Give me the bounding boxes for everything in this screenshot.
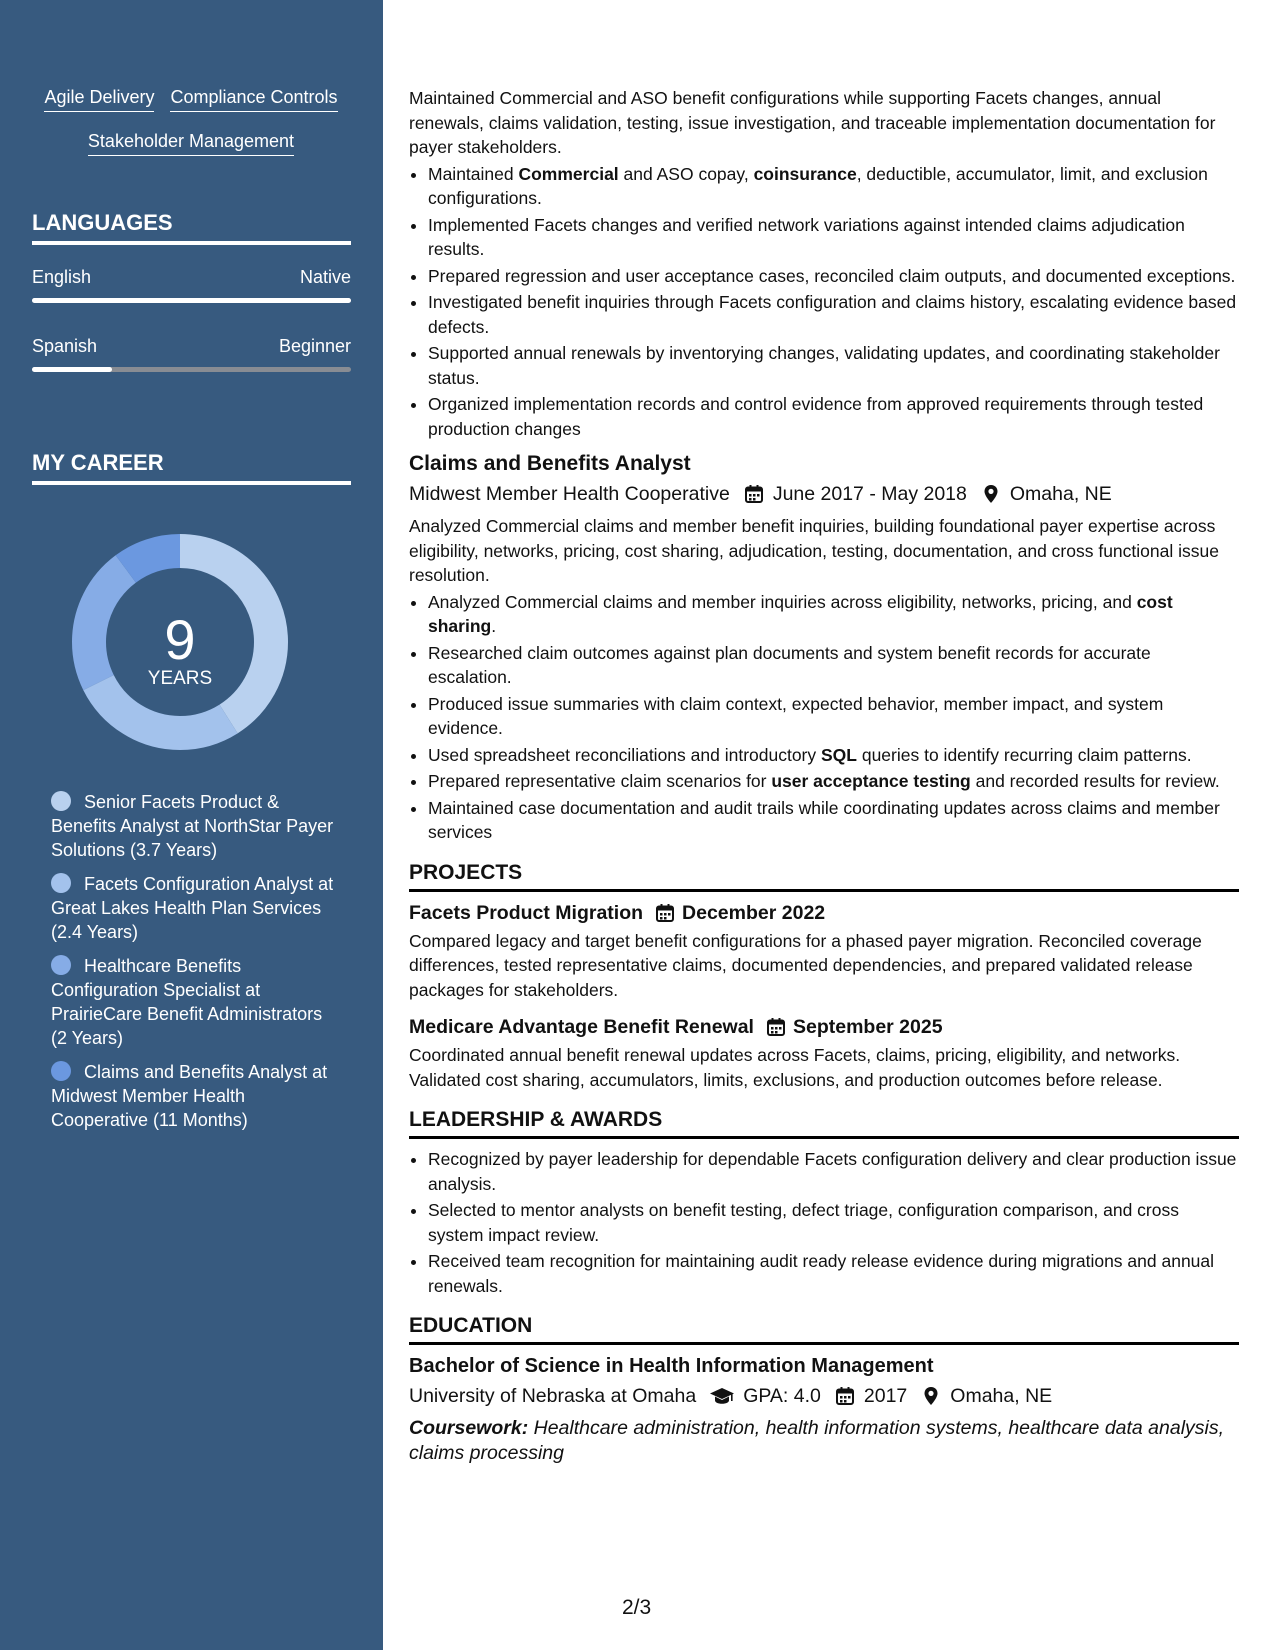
main-content	[409, 0, 1239, 1650]
bullet-item: • Analyzed Commercial claims and member inquiries across eligibility, networks, pricing, and cost sharing.	[428, 590, 1239, 639]
career-item-text: Facets Configuration Analyst at Great Lakes Health Plan Services (2.4 Years)	[51, 874, 334, 942]
career-unit: YEARS	[147, 668, 213, 689]
project-item	[409, 900, 1239, 1003]
career-list	[51, 790, 341, 1142]
language-spanish	[32, 335, 351, 372]
coursework	[409, 1416, 1239, 1465]
bullet-item: • Organized implementation records and control evidence from approved requirements through tested production changes	[428, 392, 1239, 441]
career-total-years: 9	[164, 608, 196, 671]
bullet-item: • Supported annual renewals by inventorying changes, validating updates, and coordinating stakeholder status.	[428, 341, 1239, 390]
career-item	[51, 1060, 341, 1132]
calendar-icon	[744, 484, 764, 504]
education-heading: EDUCATION	[409, 1312, 1239, 1345]
job-bullets	[409, 590, 1239, 845]
bullet-item: • Researched claim outcomes against plan documents and system benefit records for accurate escalation.	[428, 641, 1239, 690]
career-item	[51, 872, 341, 944]
career-item	[51, 790, 341, 862]
bullet-item: • Prepared regression and user acceptance cases, reconciled claim outputs, and documented exceptions.	[428, 264, 1239, 289]
awards-heading: LEADERSHIP & AWARDS	[409, 1106, 1239, 1139]
award-item: • Recognized by payer leadership for dependable Facets configuration delivery and clear production issue analysis.	[428, 1147, 1239, 1196]
job-location: Omaha, NE	[1009, 483, 1112, 505]
skills-list	[32, 86, 350, 174]
bullet-item: • Implemented Facets changes and verified network variations against intended claims adjudication results.	[428, 213, 1239, 262]
bullet-item: • Maintained Commercial and ASO copay, coinsurance, deductible, accumulator, limit, and exclusion configurations.	[428, 162, 1239, 211]
education-meta	[409, 1383, 1239, 1409]
language-bar	[32, 367, 351, 372]
company-name: Midwest Member Health Cooperative	[409, 483, 730, 505]
school-name: University of Nebraska at Omaha	[409, 1385, 697, 1407]
project-item	[409, 1014, 1239, 1092]
calendar-icon	[655, 903, 675, 923]
map-pin-icon	[981, 484, 1001, 504]
skill-tag: Agile Delivery	[44, 86, 154, 112]
legend-dot	[51, 955, 71, 975]
languages-heading: LANGUAGES	[32, 210, 351, 245]
job-summary: Analyzed Commercial claims and member benefit inquiries, building foundational payer expertise across eligibility, networks, pricing, cost sharing, adjudication, testing, documentation, and cross functional issue resolution.	[409, 516, 1219, 585]
award-item: • Selected to mentor analysts on benefit testing, defect triage, configuration comparison, and cross system impact review.	[428, 1198, 1239, 1247]
legend-dot	[51, 1061, 71, 1081]
coursework-label: Coursework:	[409, 1417, 529, 1439]
project-description: Coordinated annual benefit renewal updates across Facets, claims, pricing, eligibility, and networks. Validated cost sharing, accumulators, limits, exclusions, and production outcomes before release.	[409, 1045, 1181, 1090]
job-title: Claims and Benefits Analyst	[409, 452, 691, 475]
language-english	[32, 266, 351, 303]
career-item-text: Senior Facets Product & Benefits Analyst at NorthStar Payer Solutions (3.7 Years)	[51, 792, 334, 860]
awards-list	[409, 1147, 1239, 1298]
job-summary: Maintained Commercial and ASO benefit configurations while supporting Facets changes, annual renewals, claims validation, testing, issue investigation, and traceable implementation documentation for payer stakeholders.	[409, 88, 1216, 157]
career-item	[51, 954, 341, 1050]
language-bar	[32, 298, 351, 303]
language-bar-fill	[32, 367, 112, 372]
skill-tag: Compliance Controls	[170, 86, 337, 112]
bullet-item: • Produced issue summaries with claim context, expected behavior, member impact, and system evidence.	[428, 692, 1239, 741]
project-description: Compared legacy and target benefit configurations for a phased payer migration. Reconciled coverage differences, tested representative claims, documented dependencies, and prepared validated release packages for stakeholders.	[409, 930, 1202, 1000]
gpa: GPA: 4.0	[743, 1385, 821, 1407]
page-number: 2/3	[622, 1596, 652, 1619]
graduation-year: 2017	[863, 1385, 908, 1407]
job-dates: June 2017 - May 2018	[772, 483, 967, 505]
calendar-icon	[835, 1386, 855, 1406]
project-date: December 2022	[682, 901, 826, 924]
career-item-text: Healthcare Benefits Configuration Specialist at PrairieCare Benefit Administrators (2 Years)	[51, 956, 323, 1048]
language-bar-fill	[32, 298, 351, 303]
career-heading: MY CAREER	[32, 450, 351, 485]
language-level: Beginner	[278, 336, 351, 356]
bullet-item: • Prepared representative claim scenarios for user acceptance testing and recorded results for review.	[428, 769, 1239, 794]
projects-heading: PROJECTS	[409, 859, 1239, 892]
career-donut-chart	[60, 522, 300, 762]
sidebar	[0, 0, 383, 1650]
calendar-icon	[766, 1017, 786, 1037]
graduation-cap-icon	[710, 1386, 734, 1406]
degree-title: Bachelor of Science in Health Information Management	[409, 1355, 934, 1377]
legend-dot	[51, 873, 71, 893]
language-name: English	[32, 267, 92, 287]
bullet-item: • Investigated benefit inquiries through Facets configuration and claims history, escalating evidence based defects.	[428, 290, 1239, 339]
career-item-text: Claims and Benefits Analyst at Midwest Member Health Cooperative (11 Months)	[51, 1062, 328, 1130]
job-bullets	[409, 162, 1239, 442]
bullet-item: • Maintained case documentation and audit trails while coordinating updates across claims and member services	[428, 796, 1239, 845]
skill-tag: Stakeholder Management	[88, 130, 294, 156]
award-item: • Received team recognition for maintaining audit ready release evidence during migrations and annual renewals.	[428, 1249, 1239, 1298]
school-location: Omaha, NE	[950, 1385, 1053, 1407]
project-date: September 2025	[792, 1016, 943, 1038]
legend-dot	[51, 791, 71, 811]
language-name: Spanish	[32, 336, 98, 356]
job-meta	[409, 481, 1239, 507]
project-title: Medicare Advantage Benefit Renewal	[409, 1016, 754, 1038]
language-level: Native	[299, 267, 351, 287]
project-title: Facets Product Migration	[409, 901, 644, 924]
bullet-item: • Used spreadsheet reconciliations and introductory SQL queries to identify recurring claim patterns.	[428, 743, 1239, 768]
map-pin-icon	[921, 1386, 941, 1406]
coursework-text: Healthcare administration, health information systems, healthcare data analysis, claims processing	[409, 1417, 1225, 1464]
